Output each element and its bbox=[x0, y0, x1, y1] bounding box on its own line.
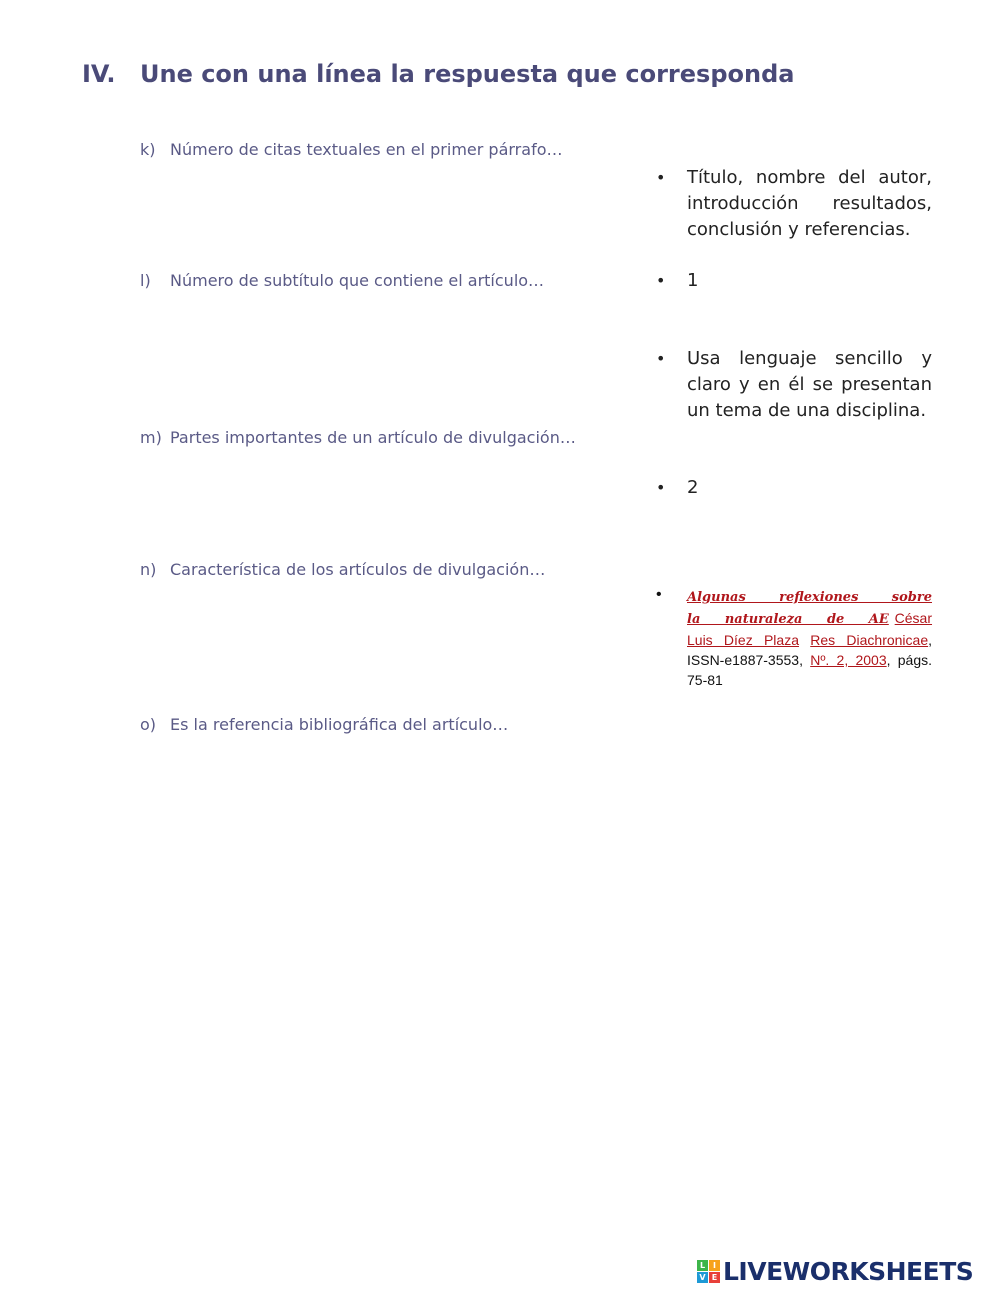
answer-item[interactable] bbox=[656, 346, 932, 424]
logo-cube-icon bbox=[697, 1260, 720, 1283]
logo-text: LIVEWORKSHEETS bbox=[723, 1256, 974, 1286]
answer-text: Usa lenguaje sencillo y claro y en él se presentan un tema de una disciplina. bbox=[687, 348, 932, 421]
answer-text: 2 bbox=[687, 477, 699, 498]
answer-item[interactable] bbox=[656, 268, 932, 294]
bullet-icon: • bbox=[656, 271, 666, 290]
question-text: Característica de los artículos de divulgación… bbox=[170, 560, 546, 579]
section-number: IV. bbox=[82, 60, 116, 88]
reference-title-link[interactable]: Algunas reflexiones sobre la naturaleza de AE bbox=[687, 590, 932, 627]
question-letter: o) bbox=[140, 715, 157, 734]
reference-issn: , ISSN-e1887-3553, bbox=[687, 632, 932, 668]
logo-cube-letter: V bbox=[697, 1272, 708, 1283]
question-letter: m) bbox=[140, 428, 162, 447]
question-text: Partes importantes de un artículo de divulgación… bbox=[170, 428, 576, 447]
logo-cube-letter: L bbox=[697, 1260, 708, 1271]
reference-answer-item[interactable] bbox=[656, 586, 932, 690]
question-text: Número de subtítulo que contiene el artículo… bbox=[170, 271, 545, 290]
liveworksheets-logo bbox=[697, 1256, 973, 1286]
answer-item[interactable] bbox=[656, 475, 932, 501]
logo-cube-letter: I bbox=[709, 1260, 720, 1271]
reference-text bbox=[687, 586, 932, 690]
reference-issue-link[interactable]: Nº. 2, 2003 bbox=[810, 652, 887, 668]
section-title: Une con una línea la respuesta que corresponda bbox=[140, 60, 795, 88]
reference-pages: , págs. 75-81 bbox=[687, 652, 932, 688]
answer-item[interactable] bbox=[656, 165, 932, 243]
question-o bbox=[140, 715, 508, 734]
section-heading bbox=[82, 60, 794, 88]
question-letter: k) bbox=[140, 140, 156, 159]
answer-text: 1 bbox=[687, 270, 699, 291]
question-text: Número de citas textuales en el primer párrafo… bbox=[170, 140, 563, 159]
bullet-icon: • bbox=[656, 586, 662, 603]
reference-author-link[interactable]: César Luis Díez Plaza bbox=[687, 610, 933, 648]
question-n bbox=[140, 560, 545, 579]
question-letter: l) bbox=[140, 271, 151, 290]
question-text: Es la referencia bibliográfica del artículo… bbox=[170, 715, 509, 734]
answer-text: Título, nombre del autor, introducción resultados, conclusión y referencias. bbox=[687, 167, 932, 240]
question-letter: n) bbox=[140, 560, 157, 579]
bullet-icon: • bbox=[656, 349, 666, 368]
reference-journal-link[interactable]: Res Diachronicae bbox=[810, 632, 929, 648]
bullet-icon: • bbox=[656, 478, 666, 497]
question-l bbox=[140, 271, 544, 290]
bullet-icon: • bbox=[656, 168, 666, 187]
logo-cube-letter: E bbox=[709, 1272, 720, 1283]
question-k bbox=[140, 140, 562, 159]
question-m bbox=[140, 428, 576, 447]
